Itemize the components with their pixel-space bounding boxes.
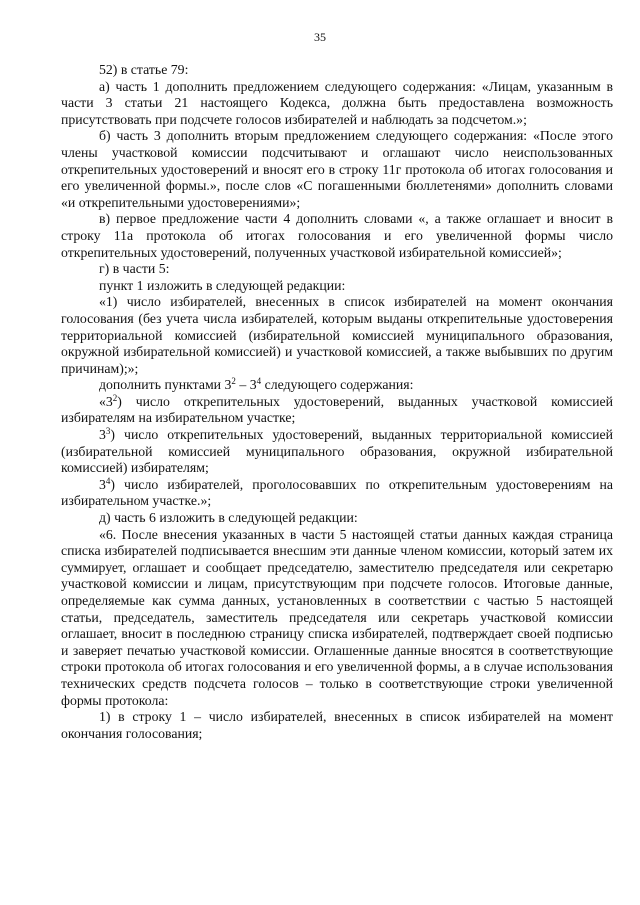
paragraph-article-79: 52) в статье 79: [99, 62, 189, 77]
item-lead: «3 [99, 393, 113, 409]
item-sup: 3 [105, 426, 111, 437]
supplement-sup-to: 4 [256, 376, 262, 387]
item-lead: 3 [99, 476, 106, 492]
paragraph-v: в) первое предложение части 4 дополнить словами «, а также оглашает и вносит в строку 11а протокола об итогах голосования и его увеличенной формы число открепительных удостоверений, полученных участковой избирательной комиссией»; [61, 211, 613, 260]
document-body [61, 62, 613, 742]
item-text: ) число избирателей, проголосовавших по открепительным удостоверениям на избирательном участке.»; [61, 476, 613, 509]
item-text: ) число открепительных удостоверений, выданных территориальной комиссией (избирательной комиссией муниципального образования, окружной избирательной комиссией) избирателям; [61, 427, 613, 476]
paragraph-point-1: пункт 1 изложить в следующей редакции: [99, 277, 346, 293]
paragraph-a: а) часть 1 дополнить предложением следующего содержания: «Лицам, указанным в части 3 статьи 21 настоящего Кодекса, должна быть предоставлена возможность присутствовать при подсчете голосов избирателей и наблюдать за подсчетом.»; [61, 78, 613, 127]
supplement-sup-from: 2 [231, 376, 236, 387]
paragraph-b: б) часть 3 дополнить вторым предложением следующего содержания: «После этого члены участковой комиссии подсчитывают и оглашают число неиспользованных открепительных удостоверений и вносят его в строку 11г протокола об итогах голосования и его увеличенной формы.», после слов «С погашенными бюллетенями» дополнить словами «и открепительными удостоверениями»; [61, 128, 613, 210]
page-number: 35 [314, 30, 326, 44]
paragraph-g: г) в части 5: [99, 261, 170, 277]
supplement-prefix: дополнить пунктами 3 [99, 377, 232, 393]
supplement-suffix: следующего содержания: [261, 377, 414, 393]
item-lead: 3 [99, 427, 106, 443]
item-sup: 4 [105, 475, 111, 486]
supplement-dash: – 3 [235, 377, 257, 393]
item-text: ) число открепительных удостоверений, выданных участковой комиссией избирателям на избирательном участке; [61, 393, 613, 426]
item-sup: 2 [112, 392, 118, 403]
paragraph-line-1: 1) в строку 1 – число избирателей, внесенных в список избирателей на момент окончания голосования; [61, 709, 613, 741]
paragraph-part-6: «6. После внесения указанных в части 5 настоящей статьи данных каждая страница списка избирателей подписывается внесшим эти данные членом комиссии, который затем их суммирует, оглашает и сообщает председателю, заместителю председателя или секретарю участковой комиссии и лицам, присутствующим при подсчете голосов. Итоговые данные, определяемые как сумма данных, установленных в соответствии с частью 5 настоящей статьи, председатель, заместитель председателя или секретарь участковой комиссии оглашает, вносит в последнюю страницу списка избирателей, подтверждает своей подписью и заверяет печатью участковой комиссии. Оглашенные данные вносятся в соответствующие строки протокола об итогах голосования и его увеличенной формы, а в случае использования технических средств подсчета голосов – только в соответствующие строки увеличенной формы протокола: [61, 526, 613, 708]
paragraph-point-1-text: «1) число избирателей, внесенных в список избирателей на момент окончания голосования (без учета числа избирателей, которым выданы открепительные удостоверения территориальной комиссией (избирательной комиссией муниципального образования, окружной избирательной комиссией) и участковой комиссией, а также выбывших по другим причинам);»; [61, 294, 613, 376]
paragraph-supplement [61, 377, 613, 394]
paragraph-item-3-4 [61, 477, 613, 510]
paragraph-d: д) часть 6 изложить в следующей редакции: [99, 510, 358, 526]
paragraph-item-3-2 [61, 394, 613, 427]
paragraph-item-3-3 [61, 427, 613, 477]
